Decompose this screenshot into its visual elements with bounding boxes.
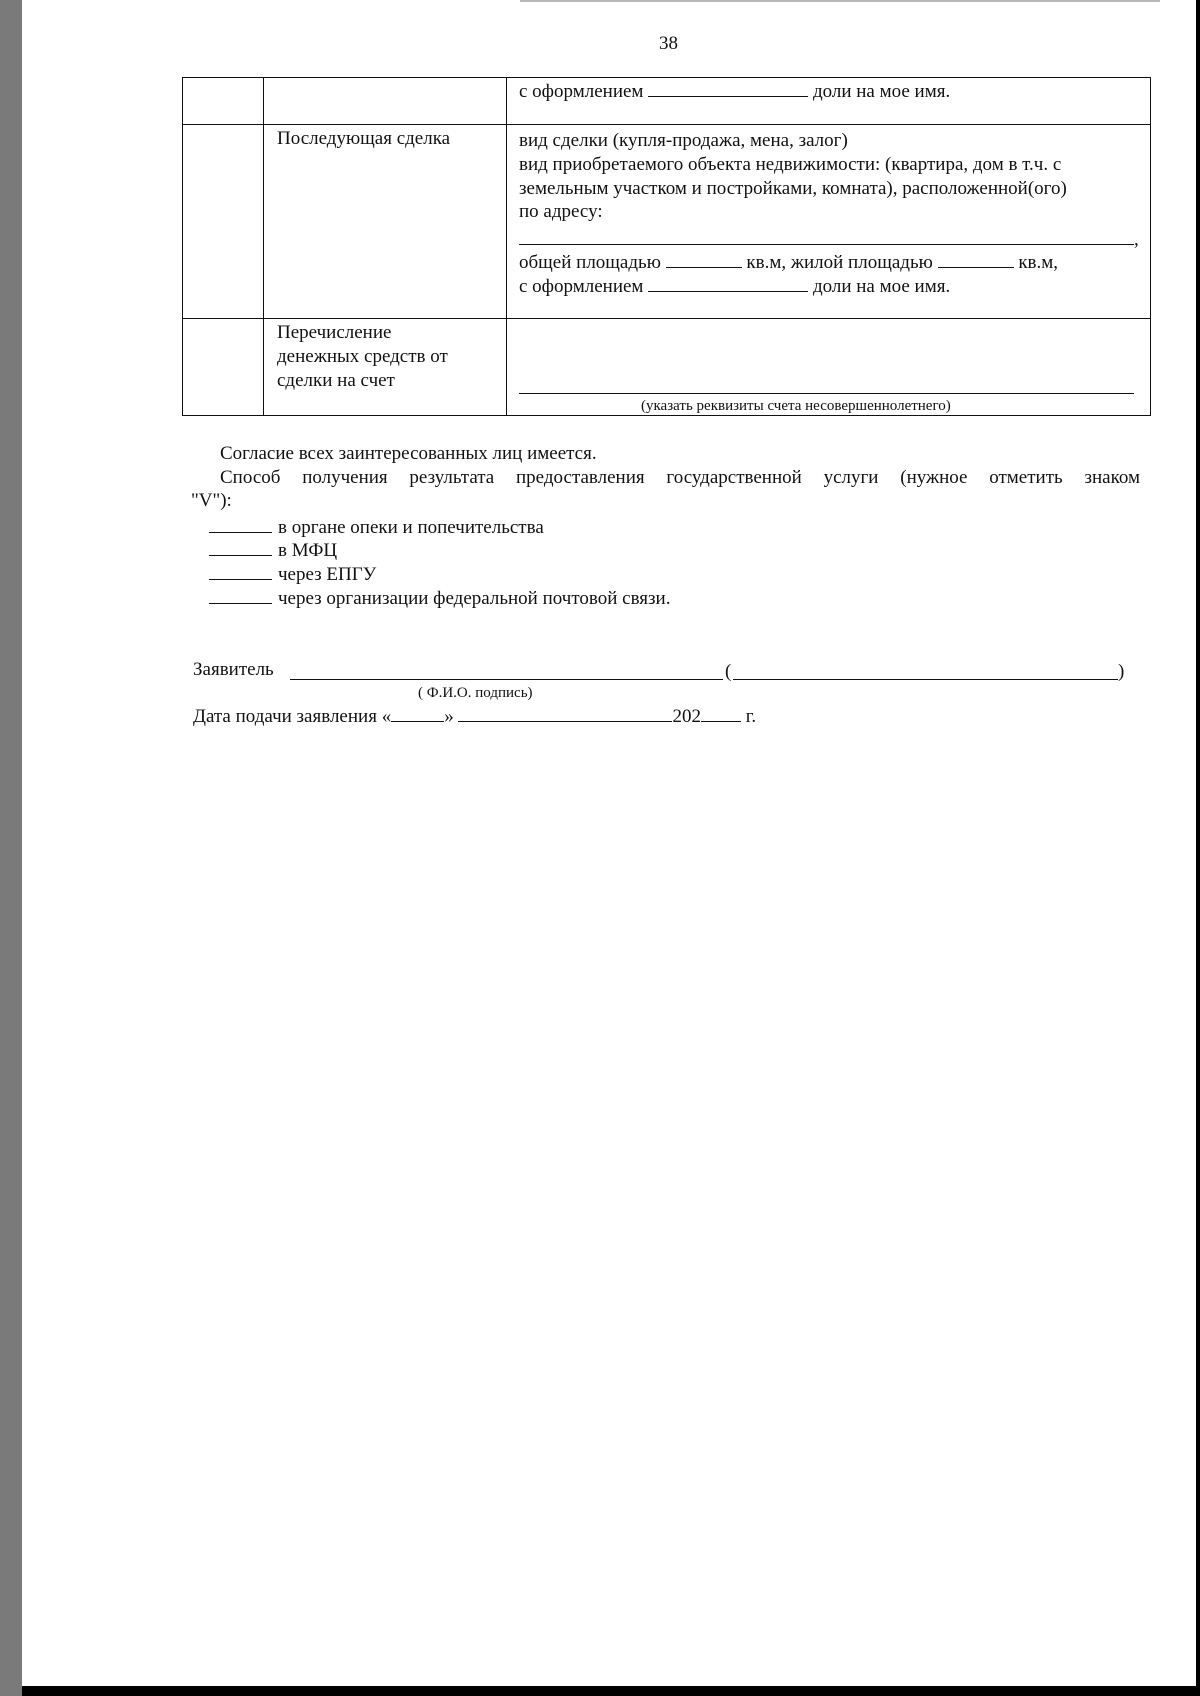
row3-label-line3: сделки на счет [277,370,395,391]
applicant-signature-blank[interactable] [290,679,723,680]
submission-date-line: Дата подачи заявления « » 202 г. [193,706,757,727]
address-label: по адресу: [519,201,603,222]
deal-type-line: вид сделки (купля-продажа, мена, залог) [519,130,848,151]
table-row-divider [182,318,1151,319]
option-mfc: в МФЦ [209,537,337,563]
address-blank[interactable] [519,244,1134,245]
account-details-hint: (указать реквизиты счета несовершеннолетнего) [641,398,951,414]
table-row-divider [182,124,1151,125]
share-blank[interactable] [648,79,808,97]
address-comma: , [1134,229,1139,250]
month-blank[interactable] [458,704,672,722]
open-paren: ( [725,661,732,682]
option-mark-blank[interactable] [209,585,272,604]
living-area-blank[interactable] [938,250,1014,268]
object-type-line: вид приобретаемого объекта недвижимости: (квартира, дом в т.ч. с [519,154,1062,175]
row2-label: Последующая сделка [277,128,451,149]
consent-text: Согласие всех заинтересованных лиц имеется. [220,443,597,464]
page-number: 38 [659,33,678,54]
method-heading-end: "V"): [191,490,232,511]
table-border-right [1150,77,1151,416]
close-paren: ) [1118,661,1125,682]
object-type-line-2: земельным участком и постройками, комната), расположенной(ого) [519,178,1067,199]
year-blank[interactable] [701,704,741,722]
option-guardianship: в органе опеки и попечительства [209,514,544,540]
row3-label-line2: денежных средств от [277,346,448,367]
applicant-label: Заявитель [193,659,274,680]
option-mark-blank[interactable] [209,537,272,556]
total-area-blank[interactable] [666,250,742,268]
option-mark-blank[interactable] [209,561,272,580]
page-border-right [1196,0,1200,1696]
page-border-bottom [22,1686,1200,1696]
row2-share-line: с оформлением доли на мое имя. [519,276,951,297]
row1-share-line: с оформлением доли на мое имя. [519,81,951,102]
scan-edge-line [520,0,1160,2]
signature-hint: ( Ф.И.О. подпись) [418,685,533,701]
option-post: через организации федеральной почтовой связи. [209,585,670,611]
table-border-bottom [182,415,1151,416]
method-heading: Способ получения результата предоставления государственной услуги (нужное отметить знаком [220,467,1140,488]
table-col-divider [506,77,507,416]
account-details-blank[interactable] [519,393,1134,394]
table-border-top [182,77,1151,78]
option-epgu: через ЕПГУ [209,561,376,587]
option-mark-blank[interactable] [209,514,272,533]
area-line: общей площадью кв.м, жилой площадью кв.м, [519,252,1059,273]
applicant-name-blank[interactable] [733,679,1118,680]
table-col-divider [263,77,264,416]
day-blank[interactable] [391,704,444,722]
row3-label-line1: Перечисление [277,322,392,343]
table-border-left [182,77,183,416]
share-blank-2[interactable] [648,274,808,292]
